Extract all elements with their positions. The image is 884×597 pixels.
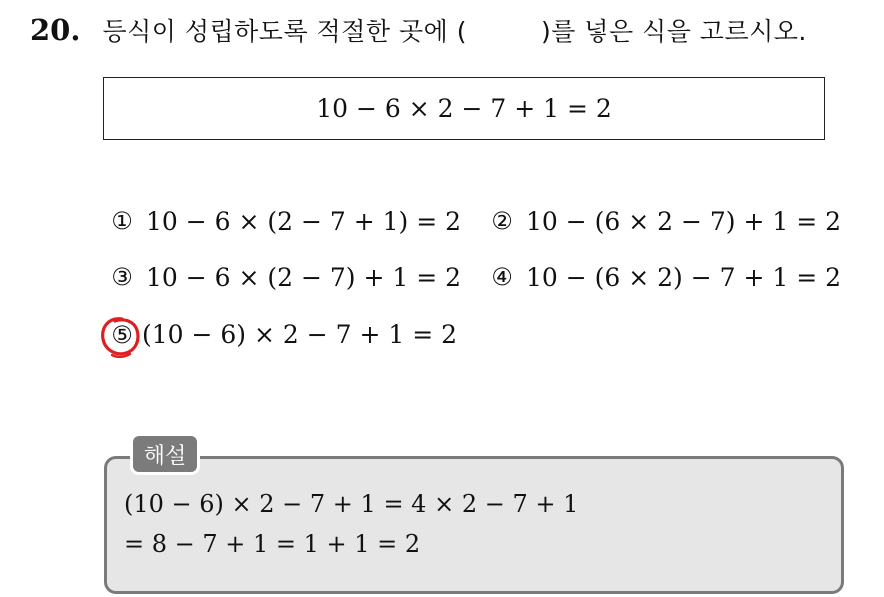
choice-2-number: ② [491, 207, 513, 235]
choice-1-number: ① [111, 207, 133, 235]
equation-box [103, 77, 825, 140]
solution-line-1: (10 − 6) × 2 − 7 + 1 = 4 × 2 − 7 + 1 [124, 490, 579, 518]
question-text [102, 12, 806, 48]
question-text-before: 등식이 성립하도록 적절한 곳에 ( [102, 17, 467, 46]
choice-3[interactable] [104, 259, 461, 295]
choice-4-number: ④ [491, 263, 513, 291]
question-number: 20. [30, 13, 81, 47]
equation-text: 10 − 6 × 2 − 7 + 1 = 2 [316, 94, 612, 123]
choice-5-expression: (10 − 6) × 2 − 7 + 1 = 2 [142, 319, 458, 349]
choice-5-number: ⑤ [111, 320, 133, 349]
solution-box [104, 456, 844, 594]
question-text-after: )를 넣은 식을 고르시오. [540, 17, 807, 46]
choice-4-expression: 10 − (6 × 2) − 7 + 1 = 2 [526, 262, 842, 292]
solution-line-2: = 8 − 7 + 1 = 1 + 1 = 2 [124, 530, 421, 558]
choice-1[interactable] [104, 203, 461, 239]
solution-label: 해설 [130, 433, 200, 475]
choice-2-expression: 10 − (6 × 2 − 7) + 1 = 2 [526, 206, 842, 236]
choice-3-expression: 10 − 6 × (2 − 7) + 1 = 2 [146, 262, 462, 292]
choice-1-expression: 10 − 6 × (2 − 7 + 1) = 2 [146, 206, 462, 236]
choice-5-mark-wrap [104, 320, 140, 349]
question-header [30, 10, 807, 50]
choice-4[interactable] [484, 259, 841, 295]
choice-2[interactable] [484, 203, 841, 239]
choice-3-number: ③ [111, 263, 133, 291]
choice-5[interactable] [104, 316, 457, 352]
